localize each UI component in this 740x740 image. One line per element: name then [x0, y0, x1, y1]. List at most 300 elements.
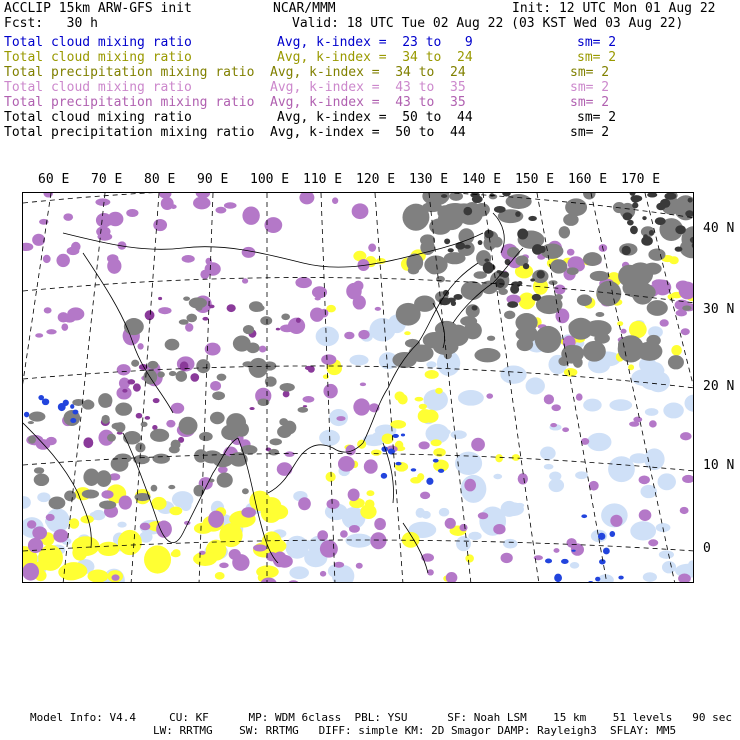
purple-cloud: [375, 307, 381, 311]
dark-gray-cloud: [464, 245, 471, 249]
yellow-cloud: [512, 454, 520, 461]
dark-gray-cloud: [630, 226, 638, 234]
purple-cloud: [680, 432, 691, 440]
purple-cloud: [648, 539, 658, 546]
purple-cloud: [360, 382, 366, 386]
purple-cloud: [681, 328, 690, 335]
gray-cloud: [34, 467, 44, 474]
purple-cloud: [43, 255, 51, 263]
yellow-cloud: [371, 449, 382, 455]
field-smoothing: sm= 2: [570, 80, 610, 95]
blue-cloud: [433, 459, 439, 463]
purple-cloud: [173, 405, 181, 413]
gray-cloud: [151, 485, 158, 492]
light-blue-cloud: [37, 492, 50, 502]
field-name: Total cloud mixing ratio: [4, 50, 192, 65]
gray-cloud: [396, 303, 421, 326]
yellow-cloud: [360, 504, 376, 519]
light-blue-cloud: [493, 474, 502, 479]
purple-cloud: [445, 518, 456, 529]
dark-gray-cloud: [496, 278, 505, 288]
yellow-cloud: [518, 292, 535, 309]
purple-cloud: [43, 193, 53, 198]
yellow-cloud: [169, 507, 182, 516]
gray-cloud: [596, 312, 605, 317]
valid-time: Valid: 18 UTC Tue 02 Aug 22 (03 KST Wed 03 Aug 22): [292, 16, 684, 31]
purple-cloud: [323, 384, 337, 399]
purple-cloud: [353, 281, 363, 291]
gray-cloud: [498, 288, 508, 295]
dark-gray-cloud: [517, 229, 528, 240]
purple-cloud: [117, 364, 131, 375]
gray-cloud: [507, 247, 520, 258]
dark-purple-cloud: [153, 398, 160, 403]
purple-cloud: [348, 488, 360, 501]
yellow-cloud: [435, 388, 443, 394]
purple-cloud: [478, 512, 488, 519]
gray-cloud: [567, 267, 579, 275]
yellow-cloud: [366, 490, 374, 496]
dark-gray-cloud: [483, 262, 494, 274]
purple-cloud: [242, 278, 248, 283]
field-smoothing: sm= 2: [577, 35, 617, 50]
purple-cloud: [27, 520, 36, 528]
purple-cloud: [459, 524, 467, 531]
light-blue-cloud: [117, 522, 126, 528]
purple-cloud: [295, 277, 312, 288]
blue-cloud: [38, 395, 44, 400]
gray-cloud: [618, 335, 644, 362]
purple-cloud: [471, 438, 485, 451]
yellow-cloud: [69, 518, 79, 529]
blue-cloud: [381, 473, 387, 479]
purple-cloud: [288, 580, 299, 583]
dark-gray-cloud: [497, 270, 501, 273]
map-canvas: [23, 193, 694, 583]
field-name: Total precipitation mixing ratio: [4, 65, 255, 80]
gray-cloud: [282, 421, 296, 435]
light-blue-cloud: [570, 562, 579, 569]
gray-cloud: [535, 326, 562, 353]
gray-cloud: [648, 248, 665, 260]
yellow-cloud: [404, 331, 411, 335]
dark-purple-cloud: [145, 416, 150, 420]
dark-gray-cloud: [472, 196, 483, 204]
purple-cloud: [358, 330, 369, 339]
light-blue-cloud: [663, 403, 683, 419]
purple-cloud: [571, 543, 584, 555]
light-blue-cloud: [583, 399, 601, 412]
light-blue-cloud: [644, 372, 654, 378]
gray-cloud: [141, 422, 148, 427]
gray-cloud: [565, 198, 587, 216]
dark-gray-cloud: [455, 242, 465, 250]
purple-cloud: [259, 346, 267, 353]
purple-cloud: [654, 280, 671, 296]
gray-cloud: [99, 500, 116, 509]
purple-cloud: [232, 554, 249, 571]
dark-purple-cloud: [209, 305, 215, 309]
purple-cloud: [56, 254, 70, 267]
purple-cloud: [32, 526, 47, 539]
light-blue-cloud: [289, 566, 309, 579]
light-blue-cloud: [458, 390, 484, 406]
longitude-label: 140 E: [462, 172, 502, 187]
longitude-label: 150 E: [515, 172, 555, 187]
blue-cloud: [545, 558, 552, 563]
purple-cloud: [621, 329, 627, 334]
gray-cloud: [49, 496, 66, 509]
blue-cloud: [588, 581, 593, 583]
gray-cloud: [270, 438, 282, 445]
gray-cloud: [101, 415, 109, 424]
yellow-cloud: [323, 374, 329, 379]
light-blue-cloud: [575, 471, 588, 479]
dark-purple-cloud: [136, 413, 143, 419]
gray-cloud: [179, 417, 198, 435]
yellow-cloud: [219, 523, 242, 547]
purple-cloud: [501, 553, 513, 563]
purple-cloud: [639, 475, 650, 484]
field-avg: Avg, k-index = 34 to 24: [270, 65, 466, 80]
gray-cloud: [577, 294, 592, 306]
dark-gray-cloud: [528, 216, 537, 221]
dark-purple-cloud: [296, 318, 301, 323]
purple-cloud: [486, 393, 493, 398]
latitude-label: 10 N: [703, 458, 735, 473]
yellow-cloud: [617, 321, 623, 326]
yellow-cloud: [668, 294, 675, 299]
gray-cloud: [199, 432, 213, 441]
field-avg: Avg, k-index = 23 to 9: [277, 35, 473, 50]
yellow-cloud: [215, 572, 225, 580]
purple-cloud: [241, 507, 256, 518]
gray-cloud: [171, 440, 181, 450]
light-blue-cloud: [349, 355, 368, 366]
purple-cloud: [446, 572, 458, 583]
purple-cloud: [185, 323, 193, 332]
yellow-cloud: [256, 565, 279, 578]
gray-cloud: [195, 306, 202, 310]
gray-cloud: [242, 488, 249, 494]
dark-gray-cloud: [444, 238, 450, 244]
center-label: NCAR/MMM: [273, 1, 336, 16]
gray-cloud: [590, 271, 609, 281]
field-smoothing: sm= 2: [570, 95, 610, 110]
gray-cloud: [29, 411, 46, 421]
purple-cloud: [338, 456, 355, 472]
light-blue-cloud: [540, 447, 556, 460]
light-blue-cloud: [345, 534, 372, 548]
purple-cloud: [210, 381, 221, 391]
gray-cloud: [148, 361, 159, 369]
longitude-label: 80 E: [144, 172, 176, 187]
gray-cloud: [82, 400, 94, 410]
yellow-cloud: [495, 454, 503, 462]
dark-gray-cloud: [642, 216, 646, 220]
purple-cloud: [61, 323, 68, 330]
field-avg: Avg, k-index = 34 to 24: [277, 50, 473, 65]
light-blue-cloud: [659, 550, 674, 559]
gray-cloud: [217, 374, 227, 381]
purple-cloud: [253, 544, 267, 551]
purple-cloud: [298, 497, 311, 510]
yellow-cloud: [419, 404, 427, 410]
gray-cloud: [487, 336, 495, 341]
yellow-cloud: [326, 472, 336, 482]
gray-cloud: [183, 296, 190, 300]
blue-cloud: [70, 418, 76, 423]
gray-cloud: [107, 434, 116, 442]
model-info: Model Info: V4.4 CU: KF MP: WDM 6class PBL: YSU SF: Noah LSM 15 km 51 levels 90 sec: [30, 711, 732, 724]
gray-cloud: [583, 341, 606, 362]
purple-cloud: [334, 562, 344, 568]
latitude-label: 30 N: [703, 302, 735, 317]
dark-purple-cloud: [158, 297, 162, 300]
purple-cloud: [277, 462, 293, 476]
purple-cloud: [64, 316, 75, 323]
gray-cloud: [28, 421, 34, 424]
gray-cloud: [668, 355, 684, 369]
dark-gray-cloud: [510, 285, 519, 294]
light-blue-cloud: [645, 408, 659, 416]
dark-gray-cloud: [631, 197, 639, 203]
gray-cloud: [298, 407, 309, 413]
purple-cloud: [28, 538, 43, 553]
gray-cloud: [461, 281, 484, 300]
light-blue-cloud: [316, 326, 339, 346]
gray-cloud: [258, 398, 270, 406]
purple-cloud: [208, 511, 224, 528]
gray-cloud: [427, 260, 441, 275]
gray-cloud: [152, 454, 170, 464]
longitude-label: 100 E: [250, 172, 290, 187]
gray-cloud: [210, 412, 225, 424]
gray-cloud: [212, 391, 225, 400]
purple-cloud: [368, 243, 376, 251]
purple-cloud: [553, 548, 559, 553]
gray-cloud: [474, 348, 500, 362]
blue-cloud: [411, 468, 417, 471]
dark-gray-cloud: [685, 210, 693, 217]
field-smoothing: sm= 2: [577, 110, 617, 125]
purple-cloud: [182, 255, 195, 263]
dark-gray-cloud: [532, 244, 543, 255]
dark-gray-cloud: [675, 225, 686, 234]
purple-cloud: [374, 518, 386, 530]
gray-cloud: [392, 352, 416, 368]
purple-cloud: [101, 490, 113, 498]
dark-gray-cloud: [675, 246, 683, 251]
yellow-cloud: [465, 554, 474, 562]
light-blue-cloud: [456, 536, 471, 551]
light-blue-cloud: [609, 399, 632, 411]
gray-cloud: [249, 358, 268, 378]
purple-cloud: [544, 394, 554, 404]
physics-info: LW: RRTMG SW: RRTMG DIFF: simple KM: 2D Smagor DAMP: Rayleigh3 SFLAY: MM5: [153, 724, 677, 737]
dark-purple-cloud: [190, 373, 199, 382]
gray-cloud: [34, 473, 49, 486]
dark-gray-cloud: [448, 248, 454, 252]
purple-cloud: [63, 213, 73, 221]
purple-cloud: [419, 441, 430, 449]
dark-gray-cloud: [643, 234, 648, 239]
purple-cloud: [35, 333, 43, 337]
longitude-label: 60 E: [38, 172, 70, 187]
gray-cloud: [504, 311, 515, 319]
blue-cloud: [438, 469, 444, 473]
dark-gray-cloud: [688, 198, 693, 203]
purple-cloud: [285, 451, 295, 457]
dark-gray-cloud: [453, 294, 462, 300]
dark-gray-cloud: [472, 305, 478, 310]
gray-cloud: [196, 359, 210, 373]
gray-cloud: [96, 470, 111, 487]
longitude-label: 70 E: [91, 172, 123, 187]
purple-cloud: [562, 427, 569, 432]
field-name: Total cloud mixing ratio: [4, 110, 192, 125]
purple-cloud: [46, 514, 55, 521]
dark-purple-cloud: [227, 304, 236, 312]
field-avg: Avg, k-index = 43 to 35: [270, 95, 466, 110]
purple-cloud: [95, 198, 110, 205]
yellow-cloud: [395, 391, 405, 401]
blue-cloud: [572, 550, 576, 552]
dark-gray-cloud: [623, 213, 632, 218]
gray-cloud: [82, 489, 99, 498]
purple-cloud: [116, 386, 131, 399]
purple-cloud: [119, 495, 132, 509]
dark-gray-cloud: [632, 202, 638, 208]
yellow-cloud: [431, 439, 442, 446]
purple-cloud: [23, 243, 33, 251]
purple-cloud: [158, 307, 171, 314]
yellow-cloud: [417, 473, 424, 481]
purple-cloud: [242, 206, 259, 224]
dark-purple-cloud: [128, 379, 136, 384]
purple-cloud: [44, 307, 52, 313]
dark-gray-cloud: [627, 220, 634, 226]
dark-purple-cloud: [133, 383, 141, 391]
dark-gray-cloud: [515, 211, 520, 217]
gray-cloud: [165, 339, 180, 351]
purple-cloud: [23, 563, 39, 581]
dark-gray-cloud: [478, 240, 483, 245]
gray-cloud: [243, 325, 254, 334]
forecast-hour: Fcst: 30 h: [4, 16, 98, 31]
light-blue-cloud: [23, 496, 31, 509]
purple-cloud: [321, 354, 336, 364]
purple-cloud: [332, 197, 338, 204]
purple-cloud: [205, 262, 221, 275]
purple-cloud: [551, 404, 560, 411]
purple-cloud: [353, 398, 370, 415]
gray-cloud: [131, 360, 139, 367]
purple-cloud: [107, 258, 121, 274]
blue-cloud: [581, 514, 587, 518]
blue-cloud: [561, 559, 569, 564]
purple-cloud: [680, 507, 689, 514]
field-name: Total precipitation mixing ratio: [4, 125, 255, 140]
field-avg: Avg, k-index = 50 to 44: [277, 110, 473, 125]
purple-cloud: [576, 393, 583, 400]
gray-cloud: [647, 300, 668, 316]
purple-cloud: [320, 571, 326, 577]
yellow-cloud: [671, 345, 682, 356]
purple-cloud: [550, 423, 557, 427]
yellow-cloud: [172, 549, 180, 555]
dark-gray-cloud: [537, 270, 545, 278]
dark-gray-cloud: [656, 203, 665, 210]
blue-cloud: [603, 548, 610, 555]
purple-cloud: [464, 479, 476, 492]
purple-cloud: [140, 523, 151, 531]
dark-purple-cloud: [145, 310, 155, 320]
purple-cloud: [349, 525, 360, 533]
purple-cloud: [32, 234, 45, 246]
gray-cloud: [249, 301, 263, 312]
dark-gray-cloud: [523, 263, 529, 269]
dark-purple-cloud: [276, 328, 280, 331]
purple-cloud: [493, 524, 505, 534]
purple-cloud: [344, 332, 354, 339]
yellow-cloud: [425, 370, 439, 379]
purple-cloud: [518, 473, 528, 484]
light-blue-cloud: [685, 395, 694, 412]
purple-cloud: [682, 475, 694, 483]
purple-cloud: [224, 202, 237, 208]
dark-gray-cloud: [507, 301, 518, 308]
purple-cloud: [364, 459, 378, 473]
purple-cloud: [303, 396, 315, 403]
gray-cloud: [682, 305, 691, 310]
purple-cloud: [340, 530, 348, 537]
light-blue-cloud: [643, 572, 657, 582]
purple-cloud: [660, 319, 669, 326]
purple-cloud: [649, 420, 657, 427]
yellow-cloud: [144, 545, 171, 573]
purple-cloud: [356, 563, 363, 569]
dark-gray-cloud: [494, 206, 506, 213]
purple-cloud: [193, 197, 210, 210]
purple-cloud: [370, 532, 386, 549]
purple-cloud: [126, 209, 138, 217]
gray-cloud: [583, 193, 595, 199]
gray-cloud: [260, 316, 272, 325]
longitude-label: 170 E: [621, 172, 661, 187]
light-blue-cloud: [658, 473, 676, 490]
light-blue-cloud: [503, 539, 517, 549]
latitude-label: 0: [703, 541, 711, 556]
yellow-cloud: [98, 542, 120, 556]
blue-cloud: [595, 577, 600, 582]
longitude-label: 130 E: [409, 172, 449, 187]
dark-purple-cloud: [180, 361, 189, 370]
light-blue-cloud: [422, 511, 431, 519]
gray-cloud: [559, 226, 570, 238]
yellow-cloud: [418, 409, 433, 423]
gray-cloud: [64, 491, 76, 502]
dark-gray-cloud: [463, 207, 472, 216]
dark-purple-cloud: [249, 407, 254, 410]
purple-cloud: [320, 540, 338, 558]
dark-gray-cloud: [647, 193, 657, 197]
gray-cloud: [408, 266, 419, 274]
gray-cloud: [168, 485, 175, 489]
light-blue-cloud: [587, 433, 612, 451]
field-smoothing: sm= 2: [577, 50, 617, 65]
purple-cloud: [639, 509, 652, 521]
